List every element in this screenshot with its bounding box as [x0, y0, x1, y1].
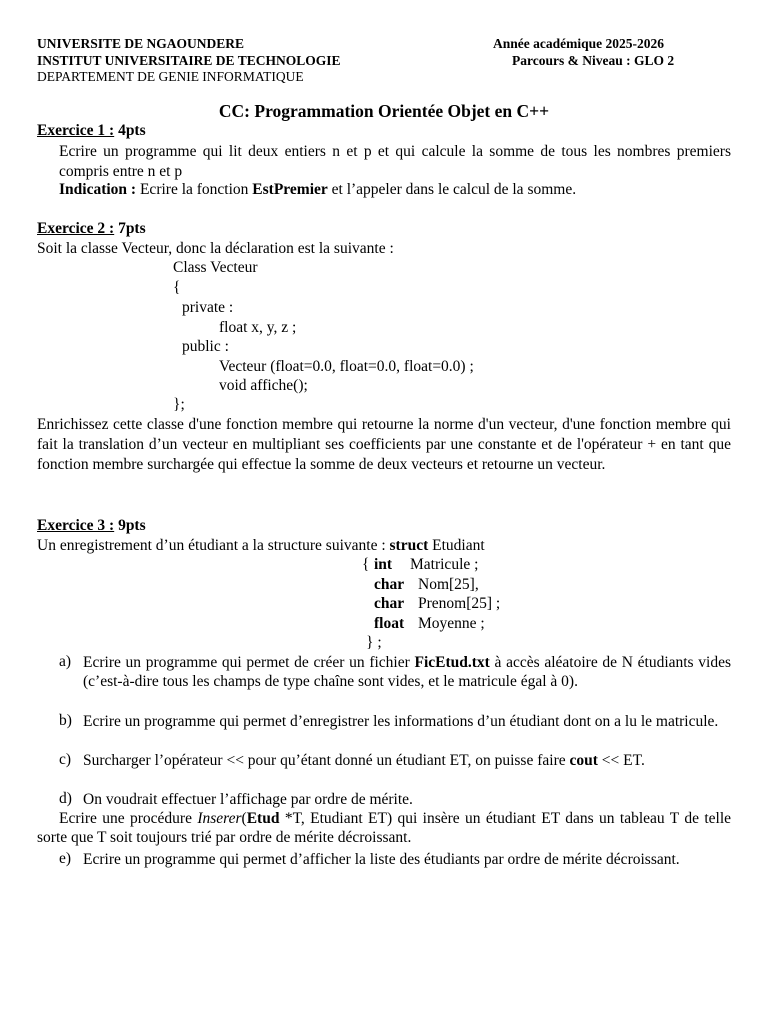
- code-line-2: {: [173, 279, 181, 296]
- item-e-text: Ecrire un programme qui permet d’afficher la liste des étudiants par ordre de mérite décroissant.: [83, 851, 680, 868]
- code-line-1: Class Vecteur: [173, 259, 258, 276]
- struct-open-brace: {: [362, 556, 370, 573]
- field-1-type: int: [374, 556, 393, 573]
- code-line-7: void affiche();: [219, 377, 308, 394]
- code-line-6: Vecteur (float=0.0, float=0.0, float=0.0) ;: [219, 358, 474, 375]
- exercise-1-points: 4pts: [118, 122, 146, 139]
- field-2-type: char: [374, 576, 405, 593]
- exam-title: CC: Programmation Orientée Objet en C++: [218, 101, 550, 121]
- intro-text: Un enregistrement d’un étudiant a la structure suivante :: [37, 537, 386, 554]
- list-item-b: [59, 712, 731, 731]
- institute-name: INSTITUT UNIVERSITAIRE DE TECHNOLOGIE: [37, 53, 341, 68]
- struct-keyword: struct: [389, 537, 429, 554]
- procedure-name: Inserer: [197, 810, 242, 827]
- cout-keyword: cout: [569, 752, 598, 769]
- etud-type: Etud: [246, 810, 280, 827]
- list-item-a: [59, 653, 731, 691]
- hint-pre: Ecrire la fonction: [139, 181, 249, 198]
- exercise-3-heading: [37, 517, 146, 535]
- exercise-2-label: Exercice 2 :: [37, 220, 115, 237]
- exercise-1-text: Ecrire un programme qui lit deux entiers n et p et qui calcule la somme de tous les nombres premiers compris entre n et p: [59, 143, 731, 180]
- field-3-type: char: [374, 595, 405, 612]
- exercise-3-label: Exercice 3 :: [37, 517, 115, 534]
- item-a-label: a): [59, 653, 72, 670]
- field-1-name: Matricule ;: [410, 556, 479, 573]
- exercise-1-heading: [37, 122, 146, 140]
- code-line-8: };: [173, 396, 185, 413]
- item-d-label: d): [59, 790, 72, 807]
- item-c-text: Surcharger l’opérateur << pour qu’étant donné un étudiant ET, on puisse faire cout << ET.: [83, 752, 645, 769]
- struct-name: Etudiant: [432, 537, 485, 554]
- code-line-5: public :: [182, 338, 229, 355]
- item-a-text: Ecrire un programme qui permet de créer un fichier FicEtud.txt à accès aléatoire de N étudiants vides (c’est-à-dire tous les champs de type chaîne sont vides, et le matricule égal à 0).: [83, 654, 732, 690]
- item-e-label: e): [59, 850, 72, 867]
- university-name: UNIVERSITE DE NGAOUNDERE: [37, 36, 245, 51]
- exercise-2-text: Enrichissez cette classe d'une fonction membre qui retourne la norme d'un vecteur, d'une fonction membre qui fait la translation d’un vecteur en multipliant ses coefficients par une constante et de l'opérateur + en tant que fonction membre surchargée qui effectue la somme de deux vecteurs et retourne un vecteur.: [37, 416, 731, 473]
- department-name: DEPARTEMENT DE GENIE INFORMATIQUE: [37, 69, 304, 84]
- academic-year: Année académique 2025-2026: [493, 36, 664, 51]
- exercise-2-heading: [37, 220, 146, 238]
- struct-close-brace: } ;: [366, 634, 382, 651]
- list-item-c: [59, 751, 731, 770]
- exercise-2-points: 7pts: [118, 220, 146, 237]
- item-d-procedure: Ecrire une procédure Inserer(Etud *T, Etudiant ET) qui insère un étudiant ET dans un tableau T de telle sorte que T soit toujours trié par ordre de mérite décroissant.: [37, 810, 732, 846]
- exercise-2-intro: Soit la classe Vecteur, donc la déclaration est la suivante :: [37, 240, 394, 257]
- hint-post: et l’appeler dans le calcul de la somme.: [331, 181, 577, 198]
- field-4-name: Moyenne ;: [418, 615, 485, 632]
- hint-function: EstPremier: [252, 181, 328, 198]
- hint-label: Indication :: [59, 181, 137, 198]
- field-2-name: Nom[25],: [418, 576, 479, 593]
- code-line-3: private :: [182, 299, 234, 316]
- item-b-text: Ecrire un programme qui permet d’enregistrer les informations d’un étudiant dont on a lu le matricule.: [83, 713, 719, 730]
- item-b-label: b): [59, 712, 72, 729]
- list-item-e: [59, 850, 731, 869]
- field-4-type: float: [374, 615, 405, 632]
- code-line-4: float x, y, z ;: [219, 319, 297, 336]
- exercise-3-points: 9pts: [118, 517, 146, 534]
- file-name: FicEtud.txt: [414, 654, 490, 671]
- list-item-d: [59, 790, 731, 809]
- field-3-name: Prenom[25] ;: [418, 595, 501, 612]
- exercise-3-intro: [37, 537, 485, 555]
- exercise-1-label: Exercice 1 :: [37, 122, 115, 139]
- exercise-1-hint: [59, 181, 576, 199]
- item-d-text: On voudrait effectuer l’affichage par ordre de mérite.: [83, 791, 413, 808]
- item-c-label: c): [59, 751, 72, 768]
- track-level: Parcours & Niveau : GLO 2: [512, 53, 675, 68]
